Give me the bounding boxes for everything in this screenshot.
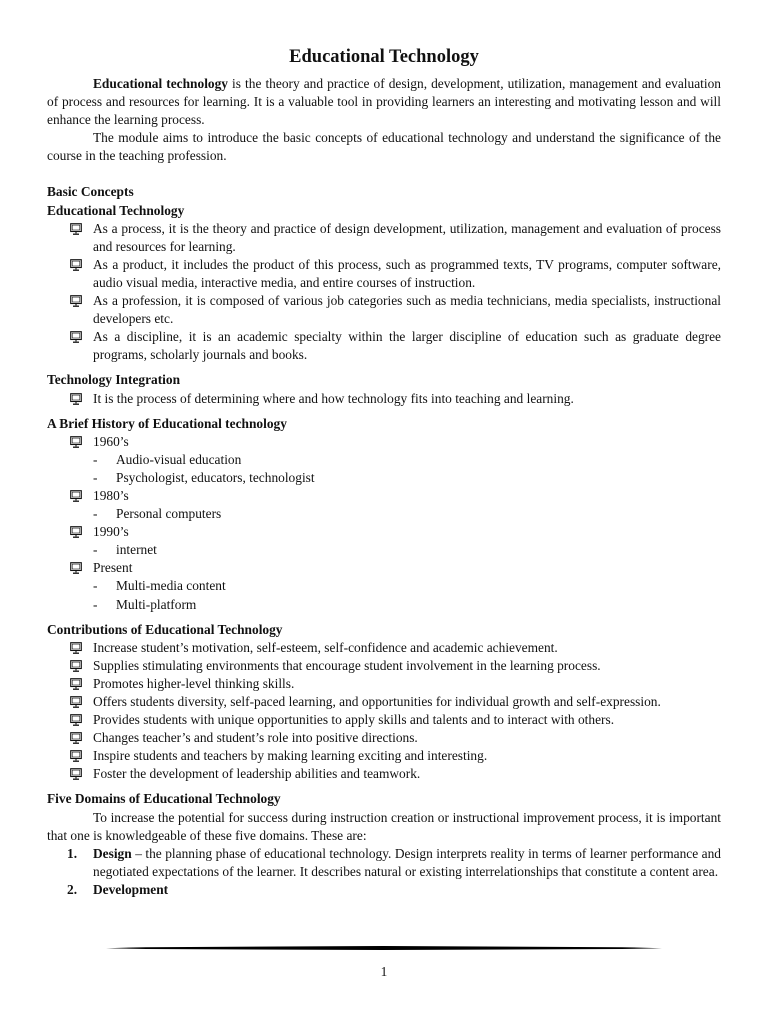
list-item-text: Inspire students and teachers by making learning exciting and interesting.: [93, 748, 488, 764]
history-period: [47, 523, 721, 559]
computer-monitor-icon: [70, 750, 82, 763]
dash-marker: -: [93, 451, 98, 467]
list-item: [47, 639, 721, 657]
list-item: [47, 693, 721, 711]
period-sublist: [93, 505, 721, 523]
sublist-item: [93, 596, 721, 614]
list-item-text: As a profession, it is composed of various job categories such as media technicians, media specialists, instructional developers etc.: [93, 293, 721, 327]
list-item: [47, 390, 721, 408]
list-item: [47, 657, 721, 675]
history-heading: A Brief History of Educational technology: [47, 415, 287, 431]
computer-monitor-icon: [70, 696, 82, 709]
dash-marker: -: [93, 542, 98, 558]
computer-monitor-icon: [70, 393, 82, 406]
computer-monitor-icon: [70, 223, 82, 236]
sublist-item-text: Audio-visual education: [116, 451, 242, 467]
list-item: [47, 256, 721, 292]
page-number: 1: [380, 964, 388, 979]
domains-list: [47, 845, 721, 899]
integration-list: [47, 390, 721, 408]
list-item-text: Increase student’s motivation, self-esteem, self-confidence and academic achievement.: [93, 639, 558, 655]
list-item: [47, 765, 721, 783]
domain-number: 1.: [67, 845, 78, 861]
history-period: [47, 487, 721, 523]
sublist-item-text: Multi-media content: [116, 578, 226, 594]
sublist-item: [93, 541, 721, 559]
computer-monitor-icon: [70, 259, 82, 272]
intro-term: Educational technology: [93, 76, 228, 91]
computer-monitor-icon: [70, 642, 82, 655]
list-item: [47, 675, 721, 693]
contributions-heading: Contributions of Educational Technology: [47, 621, 283, 637]
module-paragraph: The module aims to introduce the basic concepts of educational technology and understand the significance of the course in the teaching profession.: [47, 130, 721, 164]
sublist-item-text: Personal computers: [116, 506, 222, 522]
basic-concepts-list: [47, 220, 721, 365]
list-item-text: Foster the development of leadership abilities and teamwork.: [93, 766, 421, 782]
dash-marker: -: [93, 578, 98, 594]
domain-text: – the planning phase of educational technology. Design interprets reality in terms of learner performance and negotiated expectations of the learner. It describes natural or existing interrelationships that constitute a content area.: [93, 845, 721, 879]
domains-intro: To increase the potential for success during instruction creation or instructional improvement process, it is important that one is knowledgeable of these five domains. These are:: [47, 809, 721, 843]
sublist-item-text: internet: [116, 542, 157, 558]
intro-definition: is the theory and practice of design, development, utilization, management and evaluation of process and resources for learning. It is a valuable tool in providing learners an interesting and motivating lesson and will enhance the learning process.: [47, 76, 721, 128]
domain-number: 2.: [67, 881, 78, 897]
domains-heading: Five Domains of Educational Technology: [47, 791, 281, 807]
computer-monitor-icon: [70, 562, 82, 575]
computer-monitor-icon: [70, 660, 82, 673]
computer-monitor-icon: [70, 714, 82, 727]
period-sublist: [93, 451, 721, 487]
page-title: Educational Technology: [289, 47, 479, 67]
document-body: [47, 44, 721, 899]
computer-monitor-icon: [70, 732, 82, 745]
list-item: [47, 328, 721, 364]
sublist-item: [93, 469, 721, 487]
list-item-text: Changes teacher’s and student’s role into positive directions.: [93, 730, 418, 746]
domain-item: [47, 845, 721, 881]
list-item-text: Supplies stimulating environments that encourage student involvement in the learning process.: [93, 657, 601, 673]
domain-term: Development: [93, 881, 169, 897]
history-period: [47, 559, 721, 613]
dash-marker: -: [93, 469, 98, 485]
domain-term: Design: [93, 845, 132, 861]
dash-marker: -: [93, 596, 98, 612]
footer-rule: [106, 946, 662, 950]
list-item-text: Provides students with unique opportunities to apply skills and talents and to interact with others.: [93, 712, 615, 728]
period-sublist: [93, 577, 721, 613]
period-label: 1960’s: [93, 433, 129, 449]
sublist-item: [93, 505, 721, 523]
history-list: [47, 433, 721, 614]
list-item-text: As a product, it includes the product of this process, such as programmed texts, TV programs, computer software, audio visual media, interactive media, and entire courses of instruction.: [93, 256, 721, 290]
list-item: [47, 711, 721, 729]
list-item-text: It is the process of determining where and how technology fits into teaching and learning.: [93, 390, 574, 406]
list-item-text: As a discipline, it is an academic specialty within the larger discipline of education such as graduate degree programs, scholarly journals and books.: [93, 329, 721, 363]
list-item-text: Offers students diversity, self-paced learning, and opportunities for individual growth and self-expression.: [93, 694, 661, 709]
basic-concepts-heading: Basic Concepts: [47, 184, 134, 200]
sublist-item-text: Psychologist, educators, technologist: [116, 469, 315, 485]
list-item: [47, 220, 721, 256]
list-item-text: As a process, it is the theory and practice of design development, utilization, management and evaluation of process and resources for learning.: [93, 220, 721, 254]
computer-monitor-icon: [70, 331, 82, 344]
sublist-item: [93, 577, 721, 595]
period-sublist: [93, 541, 721, 559]
history-period: [47, 433, 721, 487]
sublist-item: [93, 451, 721, 469]
period-label: 1980’s: [93, 487, 129, 503]
computer-monitor-icon: [70, 768, 82, 781]
dash-marker: -: [93, 506, 98, 522]
computer-monitor-icon: [70, 678, 82, 691]
list-item: [47, 729, 721, 747]
paragraph-spacer: [47, 165, 721, 183]
technology-integration-heading: Technology Integration: [47, 372, 181, 388]
list-item-text: Promotes higher-level thinking skills.: [93, 675, 295, 691]
intro-paragraph: [47, 75, 721, 129]
list-item: [47, 747, 721, 765]
computer-monitor-icon: [70, 295, 82, 308]
period-label: 1990’s: [93, 524, 129, 540]
domain-item: [47, 881, 721, 899]
educational-technology-subheading: Educational Technology: [47, 202, 185, 218]
period-label: Present: [93, 560, 133, 576]
sublist-item-text: Multi-platform: [116, 596, 197, 612]
list-item: [47, 292, 721, 328]
contributions-list: [47, 639, 721, 784]
computer-monitor-icon: [70, 436, 82, 449]
computer-monitor-icon: [70, 490, 82, 503]
computer-monitor-icon: [70, 526, 82, 539]
